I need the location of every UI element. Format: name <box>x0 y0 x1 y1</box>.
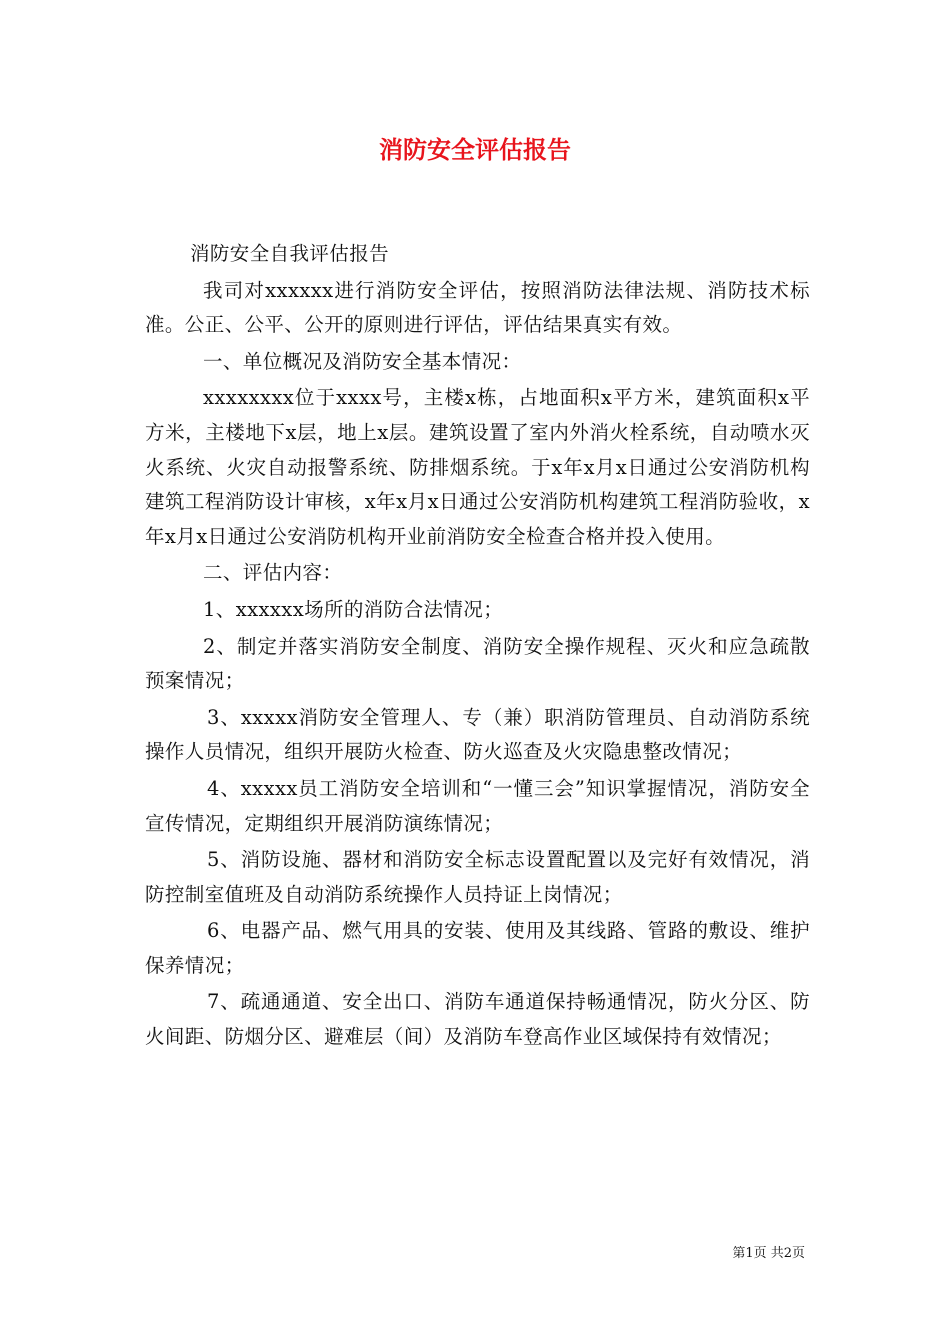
page-number: 第1页 共2页 <box>732 1246 805 1261</box>
paragraph-intro: 我司对xxxxxx进行消防安全评估，按照消防法律法规、消防技术标准。公正、公平、公开的原则进行评估，评估结果真实有效。 <box>145 278 810 337</box>
document-title: 消防安全评估报告 <box>379 135 571 164</box>
document-body <box>145 237 810 1057</box>
list-item-7: 7、疏通通道、安全出口、消防车通道保持畅通情况，防火分区、防火间距、防烟分区、避难层（间）及消防车登高作业区域保持有效情况； <box>145 990 810 1049</box>
list-item-5: 5、消防设施、器材和消防安全标志设置配置以及完好有效情况，消防控制室值班及自动消防系统操作人员持证上岗情况； <box>145 848 810 906</box>
list-item-2: 2、制定并落实消防安全制度、消防安全操作规程、灭火和应急疏散预案情况； <box>145 634 810 693</box>
section-heading-2: 二、评估内容： <box>203 561 343 585</box>
list-item-3: 3、xxxxx消防安全管理人、专（兼）职消防管理员、自动消防系统操作人员情况，组织开展防火检查、防火巡查及火灾隐患整改情况； <box>145 705 810 764</box>
list-item-4: 4、xxxxx员工消防安全培训和“一懂三会”知识掌握情况，消防安全宣传情况，定期组织开展消防演练情况； <box>145 776 810 835</box>
list-item-1: 1、xxxxxx场所的消防合法情况； <box>203 597 504 621</box>
paragraph-subtitle: 消防安全自我评估报告 <box>190 242 390 265</box>
list-item-6: 6、电器产品、燃气用具的安装、使用及其线路、管路的敷设、维护保养情况； <box>145 919 810 977</box>
paragraph-overview: xxxxxxxx位于xxxx号，主楼x栋，占地面积x平方米，建筑面积x平方米，主楼地下x层，地上x层。建筑设置了室内外消火栓系统，自动喷水灭火系统、火灾自动报警系统、防排烟系统。于x年x月x日通过公安消防机构建筑工程消防设计审核，x年x月x日通过公安消防机构建筑工程消防验收，x年x月x日通过公安消防机构开业前消防安全检查合格并投入使用。 <box>145 386 810 548</box>
section-heading-1: 一、单位概况及消防安全基本情况： <box>203 349 522 373</box>
